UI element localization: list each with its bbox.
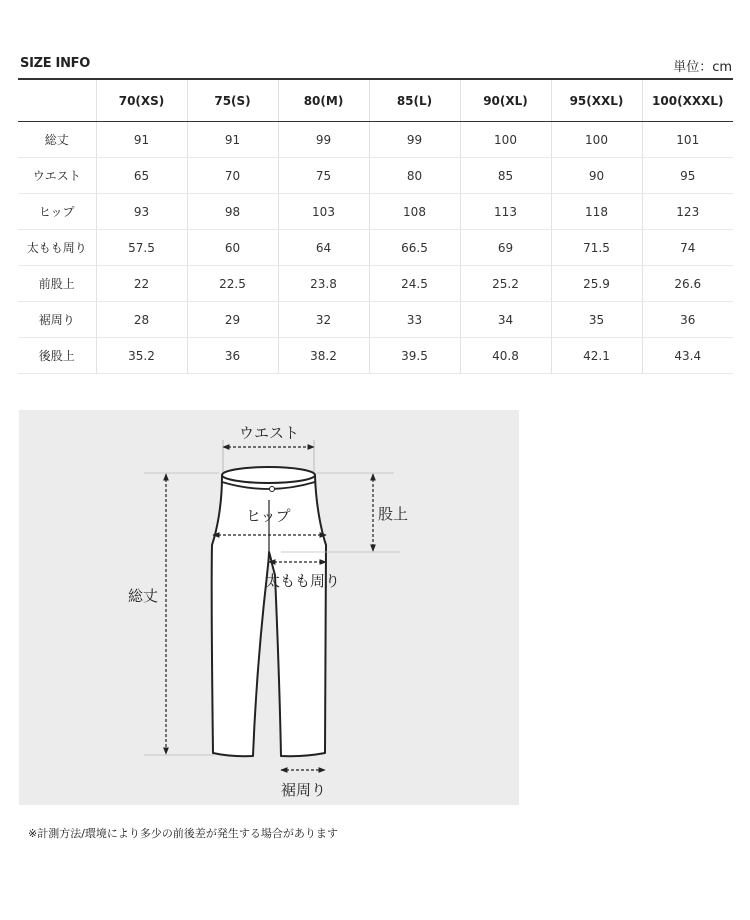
size-table — [18, 78, 733, 374]
table-cell: 28 — [96, 302, 187, 338]
table-cell: 118 — [551, 194, 642, 230]
label-total-length: 総丈 — [128, 587, 159, 605]
table-cell: 65 — [96, 158, 187, 194]
table-cell: 39.5 — [369, 338, 460, 374]
table-cell: 22 — [96, 266, 187, 302]
header-cell-size: 85(L) — [369, 79, 460, 122]
header-cell-size: 95(XXL) — [551, 79, 642, 122]
row-label: 太もも周り — [18, 230, 96, 266]
table-cell: 101 — [642, 122, 733, 158]
label-thigh: 太もも周り — [265, 572, 341, 590]
table-cell: 40.8 — [460, 338, 551, 374]
header-cell-size: 90(XL) — [460, 79, 551, 122]
header-cell-size: 100(XXXL) — [642, 79, 733, 122]
row-label: ヒップ — [18, 194, 96, 230]
header-cell-size: 70(XS) — [96, 79, 187, 122]
table-cell: 66.5 — [369, 230, 460, 266]
table-cell: 75 — [278, 158, 369, 194]
table-cell: 25.9 — [551, 266, 642, 302]
table-cell: 91 — [187, 122, 278, 158]
label-hem: 裾周り — [281, 781, 327, 799]
unit-label: 単位：cm — [673, 60, 732, 75]
table-cell: 123 — [642, 194, 733, 230]
size-table-header-row — [18, 79, 733, 122]
measurement-note: ※計測方法/環境により多少の前後差が発生する場合があります — [28, 827, 338, 840]
table-cell: 93 — [96, 194, 187, 230]
table-row — [18, 158, 733, 194]
table-cell: 60 — [187, 230, 278, 266]
table-cell: 113 — [460, 194, 551, 230]
table-cell: 57.5 — [96, 230, 187, 266]
table-cell: 98 — [187, 194, 278, 230]
row-label: ウエスト — [18, 158, 96, 194]
table-cell: 85 — [460, 158, 551, 194]
row-label: 総丈 — [18, 122, 96, 158]
table-cell: 95 — [642, 158, 733, 194]
label-hip: ヒップ — [246, 507, 291, 525]
row-label: 後股上 — [18, 338, 96, 374]
table-cell: 91 — [96, 122, 187, 158]
table-cell: 38.2 — [278, 338, 369, 374]
table-cell: 23.8 — [278, 266, 369, 302]
table-row — [18, 266, 733, 302]
table-cell: 36 — [187, 338, 278, 374]
size-info-title: SIZE INFO — [20, 56, 90, 71]
header-cell-size: 80(M) — [278, 79, 369, 122]
table-cell: 99 — [278, 122, 369, 158]
table-cell: 100 — [460, 122, 551, 158]
table-cell: 64 — [278, 230, 369, 266]
table-row — [18, 302, 733, 338]
table-cell: 33 — [369, 302, 460, 338]
table-cell: 103 — [278, 194, 369, 230]
table-row — [18, 230, 733, 266]
pants-measurement-diagram — [19, 410, 519, 805]
table-cell: 43.4 — [642, 338, 733, 374]
row-label: 裾周り — [18, 302, 96, 338]
table-cell: 24.5 — [369, 266, 460, 302]
label-rise: 股上 — [378, 505, 409, 523]
table-cell: 26.6 — [642, 266, 733, 302]
table-cell: 32 — [278, 302, 369, 338]
header-cell-empty — [18, 79, 96, 122]
table-cell: 69 — [460, 230, 551, 266]
pants-illustration — [19, 410, 519, 805]
table-row — [18, 122, 733, 158]
table-cell: 108 — [369, 194, 460, 230]
table-cell: 80 — [369, 158, 460, 194]
table-cell: 90 — [551, 158, 642, 194]
table-row — [18, 194, 733, 230]
table-cell: 29 — [187, 302, 278, 338]
table-cell: 100 — [551, 122, 642, 158]
row-label: 前股上 — [18, 266, 96, 302]
table-cell: 36 — [642, 302, 733, 338]
table-cell: 70 — [187, 158, 278, 194]
table-cell: 34 — [460, 302, 551, 338]
table-cell: 99 — [369, 122, 460, 158]
waistband-top — [222, 467, 315, 483]
table-cell: 35.2 — [96, 338, 187, 374]
table-cell: 42.1 — [551, 338, 642, 374]
table-cell: 71.5 — [551, 230, 642, 266]
table-row — [18, 338, 733, 374]
button-icon — [270, 487, 275, 492]
table-cell: 22.5 — [187, 266, 278, 302]
header-cell-size: 75(S) — [187, 79, 278, 122]
table-cell: 25.2 — [460, 266, 551, 302]
label-waist: ウエスト — [239, 424, 300, 442]
table-cell: 74 — [642, 230, 733, 266]
table-cell: 35 — [551, 302, 642, 338]
